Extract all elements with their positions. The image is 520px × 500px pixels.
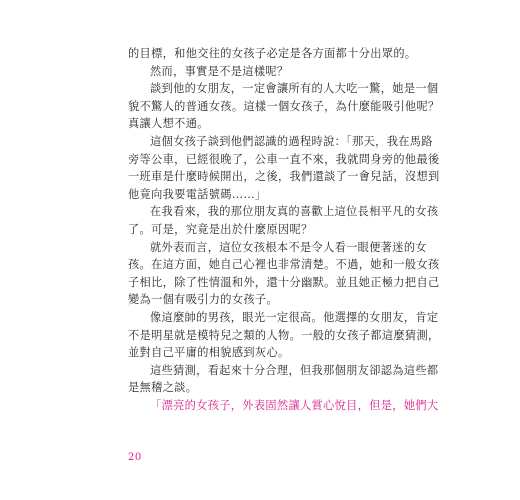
text-line: 不是明星就是模特兒之類的人物。一般的女孩子都這麼猜測， [128, 328, 440, 342]
text-line: 子相比，除了性情溫和外，還十分幽默。並且她正極力把自己 [128, 275, 440, 289]
text-line: 然而，事實是不是這樣呢？ [150, 64, 289, 78]
text-line: 談到他的女朋友，一定會讓所有的人大吃一驚，她是一個 [150, 82, 439, 96]
text-line: 他竟向我要電話號碼……」 [128, 187, 267, 201]
text-line: 孩。在這方面，她自己心裡也非常清楚。不過，她和一般女孩 [128, 258, 440, 272]
text-line: 像這麼帥的男孩，眼光一定很高。他選擇的女朋友，肯定 [150, 310, 439, 324]
text-line: 旁等公車，已經很晚了，公車一直不來，我就問身旁的他最後 [128, 152, 440, 166]
text-line: 真讓人想不通。 [128, 117, 209, 131]
text-line: 了。可是，究竟是出於什麼原因呢？ [128, 222, 313, 236]
text-line: 是無稽之談。 [128, 381, 198, 395]
text-line: 一班車是什麼時候開出，之後，我們還談了一會兒話，沒想到 [128, 170, 440, 184]
text-line: 變為一個有吸引力的女孩子。 [128, 293, 278, 307]
highlighted-quote-line: 「漂亮的女孩子，外表固然讓人賞心悅目，但是，她們大 [150, 398, 439, 412]
text-line: 並對自己平庸的相貌感到灰心。 [128, 346, 290, 360]
text-line: 的目標，和他交往的女孩子必定是各方面都十分出眾的。 [128, 47, 417, 60]
body-text [128, 45, 440, 414]
text-line: 在我看來，我的那位朋友真的喜歡上這位長相平凡的女孩 [150, 205, 439, 219]
page-number: 20 [128, 452, 142, 463]
text-line: 這個女孩子談到他們認識的過程時說：「那天，我在馬路 [150, 134, 433, 148]
text-line: 就外表而言，這位女孩根本不是令人看一眼便著迷的女 [150, 240, 427, 254]
text-line: 貌不驚人的普通女孩。這樣一個女孩子，為什麼能吸引他呢？ [128, 99, 440, 113]
text-line: 這些猜測，看起來十分合理，但我那個朋友卻認為這些都 [150, 363, 439, 377]
